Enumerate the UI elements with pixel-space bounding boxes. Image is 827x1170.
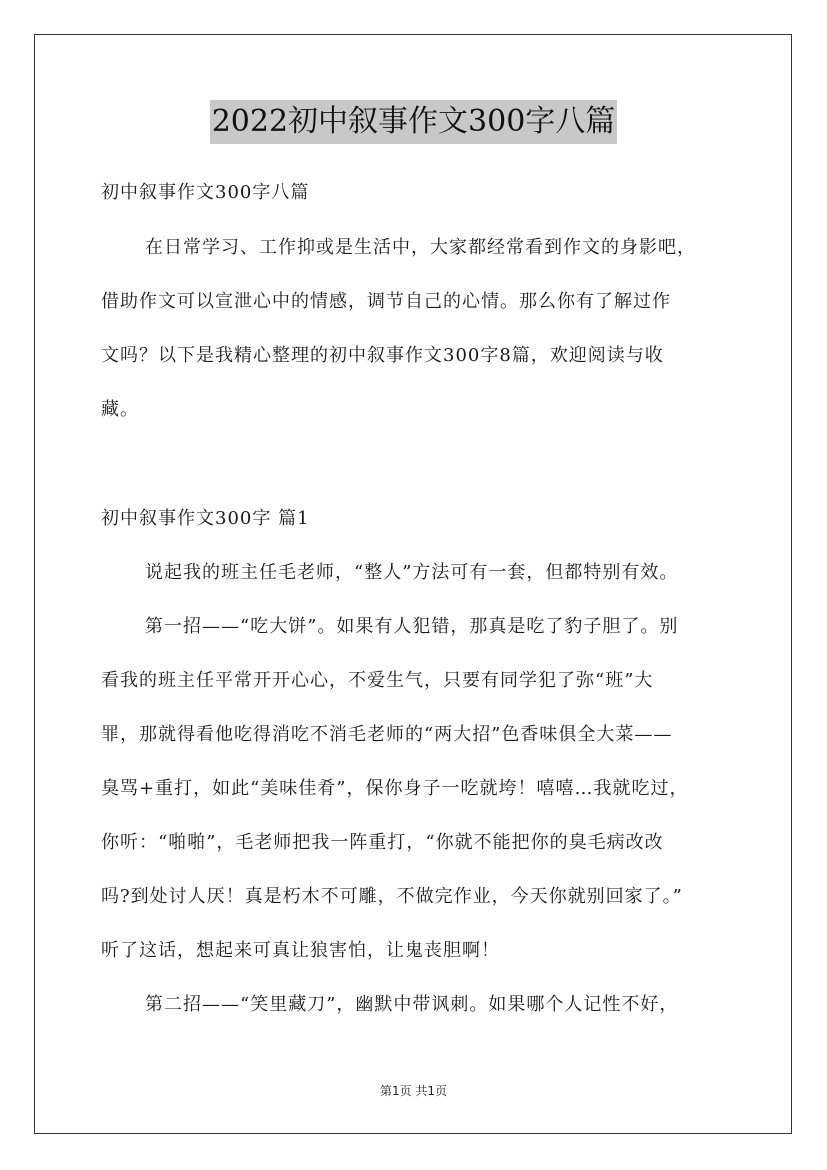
document-title: 2022初中叙事作文300字八篇 [210, 100, 618, 144]
body-line: 你听：“啪啪”，毛老师把我一阵重打，“你就不能把你的臭毛病改改 [101, 832, 664, 853]
body-line: 说起我的班主任毛老师，“整人”方法可有一套，但都特别有效。 [145, 562, 679, 583]
intro-line: 文吗？以下是我精心整理的初中叙事作文300字8篇，欢迎阅读与收 [101, 345, 664, 366]
document-subtitle: 初中叙事作文300字八篇 [101, 182, 310, 203]
body-line: 吗?到处讨人厌！真是朽木不可雕，不做完作业，今天你就别回家了。” [101, 886, 683, 907]
page-footer: 第1页 共1页 [379, 1084, 448, 1098]
intro-line: 在日常学习、工作抑或是生活中，大家都经常看到作文的身影吧， [145, 237, 696, 258]
body-line: 听了这话，想起来可真让狼害怕，让鬼丧胆啊！ [101, 940, 500, 961]
intro-line: 借助作文可以宣泄心中的情感，调节自己的心情。那么你有了解过作 [101, 291, 671, 312]
body-line: 第二招——“笑里藏刀”，幽默中带讽刺。如果哪个人记性不好， [145, 994, 679, 1015]
intro-line: 藏。 [101, 399, 139, 420]
body-line: 罪，那就得看他吃得消吃不消毛老师的“两大招”色香味俱全大菜—— [101, 724, 673, 745]
title-container [0, 100, 827, 144]
body-line: 看我的班主任平常开开心心，不爱生气，只要有同学犯了弥“班”大 [101, 670, 654, 691]
body-line: 臭骂+重打，如此“美味佳肴”，保你身子一吃就垮！嘻嘻…我就吃过， [101, 778, 689, 799]
section-heading: 初中叙事作文300字 篇1 [101, 508, 310, 529]
body-line: 第一招——“吃大饼”。如果有人犯错，那真是吃了豹子胆了。别 [145, 616, 679, 637]
